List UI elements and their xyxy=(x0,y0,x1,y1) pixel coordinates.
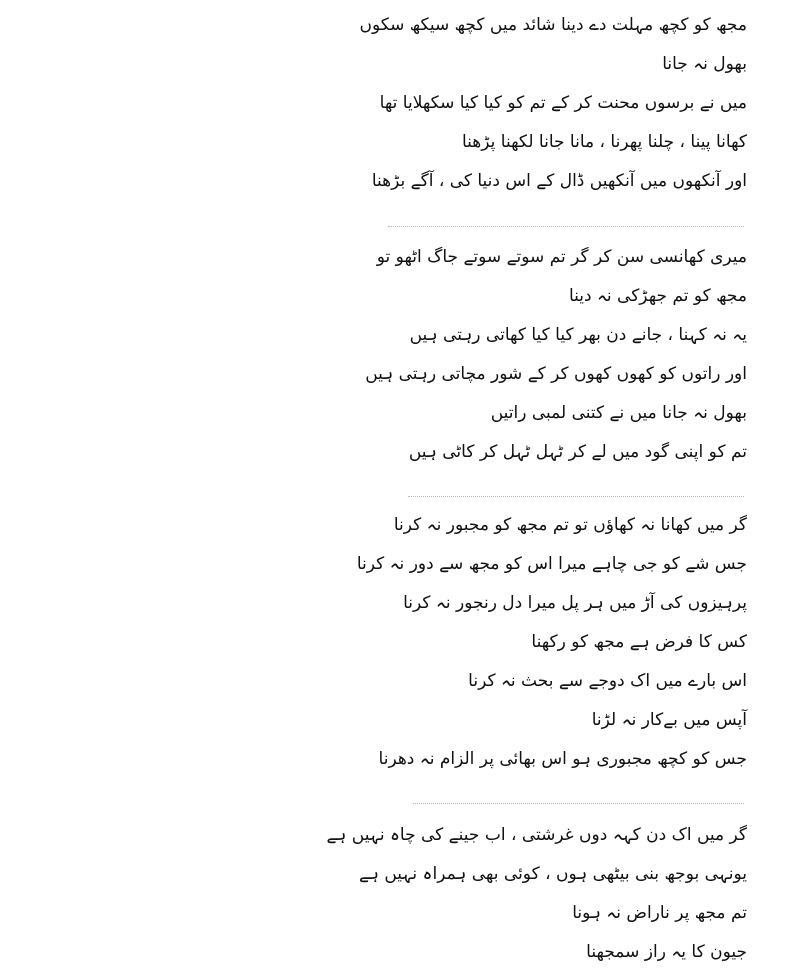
stanza-3 xyxy=(357,506,747,779)
stanza-divider xyxy=(388,226,744,227)
stanza-divider xyxy=(408,496,744,497)
poem-line: تم کو اپنی گود میں لے کر ٹہل ٹہل کر کاٹی ہیں xyxy=(408,442,747,462)
poem-line: مجھ کو تم جھڑکی نہ دینا xyxy=(568,286,747,306)
poem-line: گر میں اک دن کہہ دوں غرشتی ، اب جینے کی چاہ نہیں ہے xyxy=(326,825,747,845)
poem-line: جیون کا یہ راز سمجھنا xyxy=(586,942,747,962)
poem-line: بھول نہ جانا میں نے کتنی لمبی راتیں xyxy=(490,403,747,423)
poem-line: کھانا پینا ، چلنا پھرنا ، مانا جانا لکھنا پڑھنا xyxy=(462,132,747,152)
poem-line: اور راتوں کو کھوں کھوں کر کے شور مچاتی رہتی ہیں xyxy=(365,364,747,384)
poem-line: تم مجھ پر ناراض نہ ہونا xyxy=(572,903,747,923)
poem-line: جس شے کو جی چاہے میرا اس کو مجھ سے دور نہ کرنا xyxy=(356,554,747,574)
stanza-2 xyxy=(365,238,747,472)
stanza-1 xyxy=(359,6,747,201)
poem-line: میری کھانسی سن کر گر تم سوتے سوتے جاگ اٹھو تو xyxy=(376,247,747,267)
poem-line: یونہی بوجھ بنی بیٹھی ہوں ، کوئی بھی ہمراہ نہیں ہے xyxy=(359,864,747,884)
poem-line: جس کو کچھ مجبوری ہو اس بھائی پر الزام نہ دھرنا xyxy=(378,749,747,769)
poem-line: اس بارے میں اک دوجے سے بحث نہ کرنا xyxy=(468,671,747,691)
poem-line: اور آنکھوں میں آنکھیں ڈال کے اس دنیا کی ، آگے بڑھنا xyxy=(371,171,747,191)
poem-line: میں نے برسوں محنت کر کے تم کو کیا کیا سکھلایا تھا xyxy=(379,93,747,113)
poem-line: یہ نہ کہنا ، جانے دن بھر کیا کیا کھاتی رہتی ہیں xyxy=(409,325,747,345)
stanza-divider xyxy=(413,803,744,804)
poem-line: مجھ کو کچھ مہلت دے دینا شائد میں کچھ سیکھ سکوں xyxy=(359,15,747,35)
poem-line: بھول نہ جانا xyxy=(662,54,747,74)
poem-line: گر میں کھانا نہ کھاؤں تو تم مجھ کو مجبور نہ کرنا xyxy=(393,515,747,535)
stanza-4 xyxy=(326,816,747,972)
poem-line: کس کا فرض ہے مجھ کو رکھنا xyxy=(531,632,747,652)
poem-line: پرہیزوں کی آڑ میں ہر پل میرا دل رنجور نہ کرنا xyxy=(403,593,747,613)
poem-line: آپس میں بےکار نہ لڑنا xyxy=(591,710,747,730)
